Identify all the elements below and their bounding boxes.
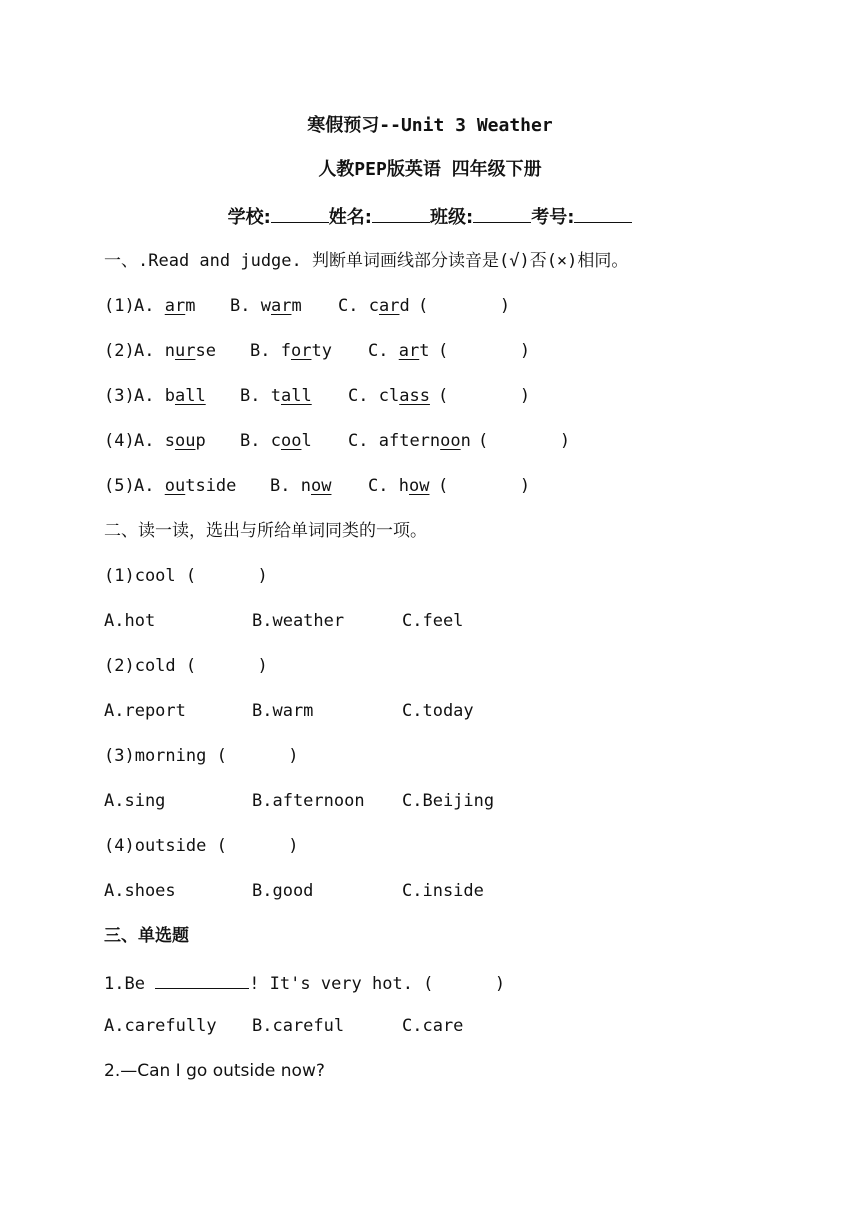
option-letter: A. [134, 386, 155, 406]
item-number: (4) [104, 431, 135, 451]
word-option-a [134, 295, 195, 317]
option-letter: A. [134, 476, 155, 496]
option-letter: B. [230, 296, 251, 316]
option-a[interactable]: A.sing [104, 791, 166, 811]
name-blank[interactable] [372, 204, 430, 223]
underlined-letters: or [290, 341, 312, 361]
word-part: c [270, 431, 281, 451]
option-b[interactable]: B.afternoon [252, 791, 365, 811]
word-part: l [301, 431, 312, 451]
section2-heading: 二、读一读，选出与所给单词同类的一项。 [104, 521, 427, 541]
option-a[interactable]: A.report [104, 701, 186, 721]
item-number: (1) [104, 296, 135, 316]
question-1-stem [104, 970, 505, 995]
classify-options [104, 700, 804, 722]
underlined-letters: ar [164, 296, 186, 316]
option-letter: A. [134, 341, 155, 361]
option-c[interactable]: C.Beijing [402, 791, 495, 811]
question-1-pre: 1.Be [104, 974, 156, 994]
classify-options [104, 880, 804, 902]
option-letter: B. [240, 431, 261, 451]
classify-question-stem: (4)outside ( ) [104, 836, 299, 856]
option-letter: A. [134, 296, 155, 316]
underlined-letters: ow [310, 476, 332, 496]
option-b[interactable]: B.good [252, 881, 314, 901]
word-part: n [300, 476, 311, 496]
option-letter: C. [348, 431, 369, 451]
classify-options [104, 610, 804, 632]
classify-options [104, 790, 804, 812]
option-a[interactable]: A.shoes [104, 881, 176, 901]
judge-item [104, 430, 804, 452]
underlined-letters: all [174, 386, 206, 406]
exam-number-label: 考号: [531, 207, 575, 228]
underlined-letters: ar [378, 296, 400, 316]
word-option-a [134, 385, 206, 407]
word-part: p [195, 431, 206, 451]
word-part: se [195, 341, 216, 361]
question-2-stem: 2.—Can I go outside now? [104, 1061, 325, 1081]
judge-item [104, 475, 804, 497]
answer-paren[interactable]: ( ) [438, 341, 531, 361]
option-a[interactable]: A.carefully [104, 1016, 217, 1036]
word-part: w [260, 296, 271, 316]
word-option-b [230, 295, 302, 317]
word-option-c [338, 295, 410, 317]
item-number: (2) [104, 341, 135, 361]
underlined-letters: ur [174, 341, 196, 361]
option-letter: C. [338, 296, 359, 316]
word-part: aftern [378, 431, 441, 451]
word-option-b [240, 430, 312, 452]
option-letter: A. [134, 431, 155, 451]
word-option-c [348, 430, 471, 452]
option-letter: C. [368, 476, 389, 496]
info-fields-row [0, 204, 860, 230]
option-c[interactable]: C.care [402, 1016, 464, 1036]
option-b[interactable]: B.careful [252, 1016, 345, 1036]
option-letter: B. [240, 386, 261, 406]
judge-item [104, 340, 804, 362]
name-label: 姓名: [328, 207, 372, 228]
option-letter: C. [368, 341, 389, 361]
word-part: f [280, 341, 291, 361]
word-part: cl [378, 386, 400, 406]
word-option-c [368, 340, 429, 362]
word-option-a [134, 475, 236, 497]
judge-item [104, 295, 804, 317]
word-part: m [291, 296, 302, 316]
word-option-a [134, 430, 206, 452]
option-b[interactable]: B.warm [252, 701, 314, 721]
word-option-b [250, 340, 332, 362]
classify-question-stem: (2)cold ( ) [104, 656, 268, 676]
page-title: 寒假预习--Unit 3 Weather [307, 115, 553, 136]
item-number: (5) [104, 476, 135, 496]
option-c[interactable]: C.today [402, 701, 474, 721]
underlined-letters: ar [398, 341, 420, 361]
answer-paren[interactable]: ( ) [438, 386, 531, 406]
word-part: c [368, 296, 379, 316]
question-1-blank[interactable] [155, 970, 249, 989]
exam-number-blank[interactable] [574, 204, 632, 223]
word-option-c [368, 475, 429, 497]
question-1-post: ! It's very hot. ( ) [249, 974, 506, 994]
word-part: ty [311, 341, 332, 361]
underlined-letters: oo [440, 431, 461, 451]
word-part: t [270, 386, 281, 406]
answer-paren[interactable]: ( ) [418, 296, 511, 316]
underlined-letters: ar [270, 296, 292, 316]
word-option-b [240, 385, 312, 407]
option-b[interactable]: B.weather [252, 611, 345, 631]
item-number: (3) [104, 386, 135, 406]
option-c[interactable]: C.inside [402, 881, 484, 901]
word-part: tside [185, 476, 237, 496]
word-part: h [398, 476, 409, 496]
option-letter: C. [348, 386, 369, 406]
section1-heading: 一、.Read and judge. 判断单词画线部分读音是(√)否(×)相同。 [104, 251, 629, 271]
option-letter: B. [250, 341, 271, 361]
judge-item [104, 385, 804, 407]
answer-paren[interactable]: ( ) [438, 476, 531, 496]
class-label: 班级: [430, 207, 474, 228]
school-blank[interactable] [271, 204, 329, 223]
section3-heading: 三、单选题 [104, 926, 189, 946]
option-a[interactable]: A.hot [104, 611, 156, 631]
question-1-options [104, 1015, 804, 1037]
option-letter: B. [270, 476, 291, 496]
underlined-letters: oo [280, 431, 302, 451]
page-subtitle: 人教PEP版英语 四年级下册 [318, 159, 542, 180]
word-part: n [164, 341, 175, 361]
underlined-letters: all [280, 386, 312, 406]
underlined-letters: ow [408, 476, 430, 496]
word-option-a [134, 340, 216, 362]
classify-question-stem: (1)cool ( ) [104, 566, 268, 586]
word-part: n [460, 431, 471, 451]
underlined-letters: ou [174, 431, 196, 451]
word-part: s [164, 431, 175, 451]
option-c[interactable]: C.feel [402, 611, 464, 631]
class-blank[interactable] [473, 204, 531, 223]
school-label: 学校: [227, 207, 271, 228]
word-part: m [185, 296, 196, 316]
word-option-c [348, 385, 430, 407]
word-part: d [399, 296, 410, 316]
answer-paren[interactable]: ( ) [478, 431, 571, 451]
underlined-letters: ou [164, 476, 186, 496]
word-part: t [419, 341, 430, 361]
word-option-b [270, 475, 331, 497]
word-part: b [164, 386, 175, 406]
underlined-letters: ass [399, 386, 430, 406]
classify-question-stem: (3)morning ( ) [104, 746, 299, 766]
